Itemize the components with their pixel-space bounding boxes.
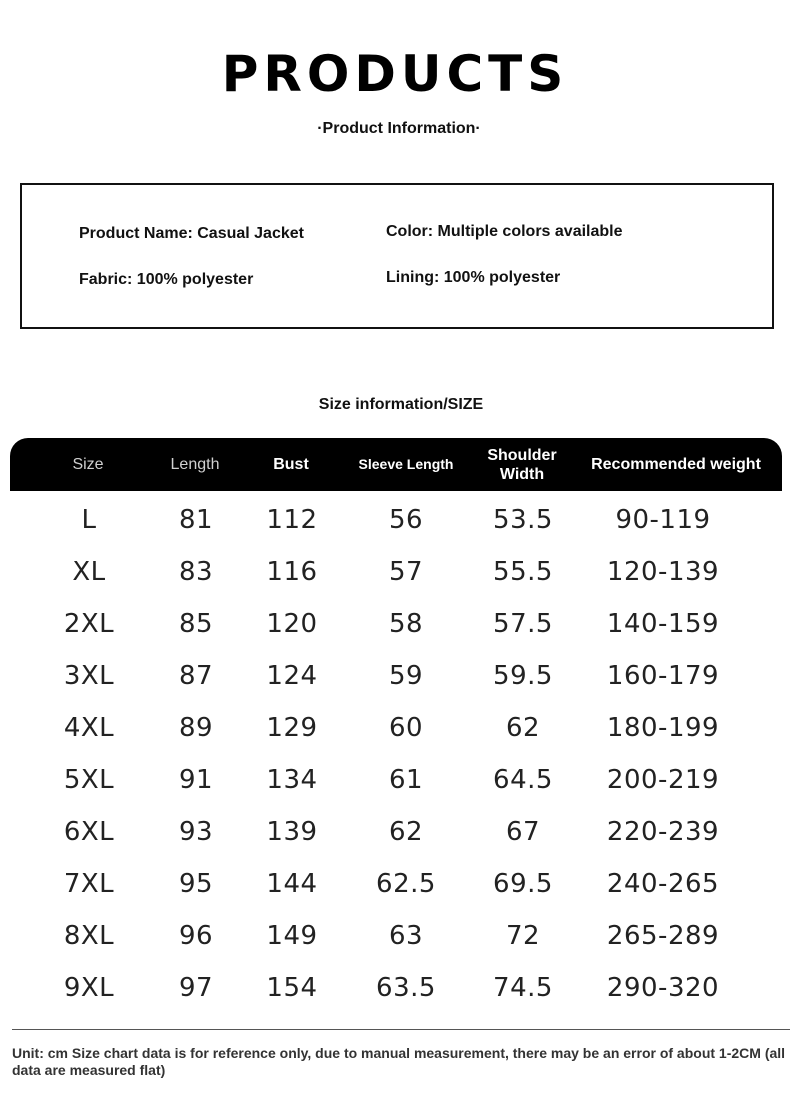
cell-recommended-weight: 220-239: [606, 817, 720, 847]
cell-recommended-weight: 90-119: [615, 505, 711, 535]
product-name: Product Name: Casual Jacket: [79, 225, 304, 242]
cell-bust: 154: [266, 973, 318, 1003]
page-title: PRODUCTS: [221, 45, 569, 103]
table-row: [0, 754, 790, 806]
cell-shoulder-width: 62: [505, 713, 541, 743]
table-row: [0, 962, 790, 1014]
cell-bust: 129: [266, 713, 318, 743]
cell-size: 7XL: [63, 869, 115, 899]
cell-length: 87: [178, 661, 214, 691]
cell-recommended-weight: 265-289: [606, 921, 720, 951]
cell-sleeve-length: 56: [388, 505, 424, 535]
table-row: [0, 494, 790, 546]
table-row: [0, 702, 790, 754]
cell-shoulder-width: 74.5: [493, 973, 553, 1003]
footer-note: Unit: cm Size chart data is for reference only, due to manual measurement, there may be an error of about 1-2CM (all data are measured flat): [12, 1045, 786, 1078]
cell-size: XL: [72, 557, 106, 587]
cell-sleeve-length: 62: [388, 817, 424, 847]
cell-recommended-weight: 240-265: [606, 869, 720, 899]
cell-size: 8XL: [63, 921, 115, 951]
product-lining: Lining: 100% polyester: [386, 269, 561, 286]
size-section-title: Size information/SIZE: [318, 396, 484, 413]
column-header-recommended-weight: Recommended weight: [591, 456, 761, 473]
cell-length: 89: [178, 713, 214, 743]
page-subtitle: ·Product Information·: [317, 120, 481, 137]
cell-length: 93: [178, 817, 214, 847]
size-table-header: [10, 438, 782, 491]
column-header-sleeve-length: Sleeve Length: [358, 456, 454, 472]
cell-shoulder-width: 67: [505, 817, 541, 847]
table-row: [0, 806, 790, 858]
table-row: [0, 598, 790, 650]
cell-recommended-weight: 140-159: [606, 609, 720, 639]
table-row: [0, 546, 790, 598]
cell-recommended-weight: 120-139: [606, 557, 720, 587]
cell-size: 9XL: [63, 973, 115, 1003]
cell-sleeve-length: 61: [388, 765, 424, 795]
column-header-length: Length: [170, 456, 220, 473]
cell-size: 6XL: [63, 817, 115, 847]
cell-bust: 144: [266, 869, 318, 899]
cell-length: 85: [178, 609, 214, 639]
cell-bust: 134: [266, 765, 318, 795]
cell-size: 3XL: [63, 661, 115, 691]
cell-size: L: [81, 505, 97, 535]
cell-bust: 139: [266, 817, 318, 847]
cell-shoulder-width: 55.5: [493, 557, 553, 587]
cell-shoulder-width: 53.5: [493, 505, 553, 535]
cell-bust: 112: [266, 505, 318, 535]
cell-length: 91: [178, 765, 214, 795]
cell-shoulder-width: 72: [505, 921, 541, 951]
cell-length: 96: [178, 921, 214, 951]
product-color: Color: Multiple colors available: [386, 223, 623, 240]
table-row: [0, 650, 790, 702]
cell-bust: 116: [266, 557, 318, 587]
table-row: [0, 858, 790, 910]
cell-recommended-weight: 200-219: [606, 765, 720, 795]
cell-sleeve-length: 63.5: [376, 973, 436, 1003]
cell-shoulder-width: 69.5: [493, 869, 553, 899]
column-header-size: Size: [72, 456, 104, 473]
cell-length: 81: [178, 505, 214, 535]
table-row: [0, 910, 790, 962]
cell-shoulder-width: 64.5: [493, 765, 553, 795]
cell-length: 97: [178, 973, 214, 1003]
cell-sleeve-length: 58: [388, 609, 424, 639]
cell-size: 2XL: [63, 609, 115, 639]
cell-bust: 124: [266, 661, 318, 691]
cell-sleeve-length: 57: [388, 557, 424, 587]
cell-recommended-weight: 160-179: [606, 661, 720, 691]
cell-size: 5XL: [63, 765, 115, 795]
cell-recommended-weight: 180-199: [606, 713, 720, 743]
size-table-body: [0, 494, 790, 1014]
cell-sleeve-length: 59: [388, 661, 424, 691]
product-fabric: Fabric: 100% polyester: [79, 271, 254, 288]
product-info-box: [20, 183, 774, 329]
cell-length: 95: [178, 869, 214, 899]
cell-shoulder-width: 59.5: [493, 661, 553, 691]
cell-size: 4XL: [63, 713, 115, 743]
cell-length: 83: [178, 557, 214, 587]
cell-sleeve-length: 62.5: [376, 869, 436, 899]
column-header-bust: Bust: [273, 456, 309, 473]
cell-sleeve-length: 60: [388, 713, 424, 743]
cell-shoulder-width: 57.5: [493, 609, 553, 639]
cell-bust: 120: [266, 609, 318, 639]
column-header-shoulder-width: Shoulder Width: [487, 446, 557, 483]
cell-recommended-weight: 290-320: [606, 973, 720, 1003]
cell-sleeve-length: 63: [388, 921, 424, 951]
cell-bust: 149: [266, 921, 318, 951]
divider: [12, 1029, 790, 1030]
